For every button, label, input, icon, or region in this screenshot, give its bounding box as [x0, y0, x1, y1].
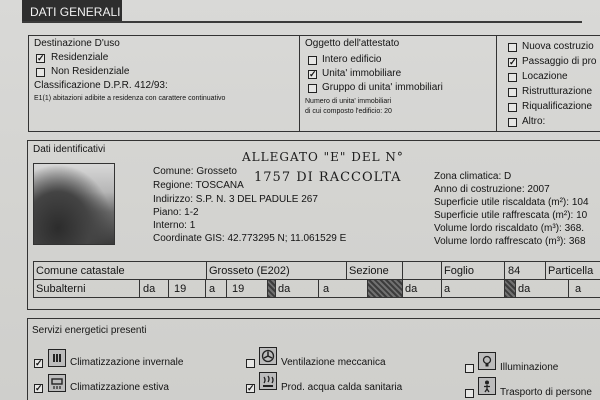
sub-da-value: 19 [174, 283, 187, 295]
servizi-heading: Servizi energetici presenti [32, 325, 147, 336]
ventilazione-label: Ventilazione meccanica [281, 357, 386, 368]
intero-edificio-label: Intero edificio [322, 54, 382, 65]
title-underline [22, 21, 582, 23]
fan-icon [259, 347, 277, 365]
elevator-icon [478, 377, 496, 395]
clim-estiva-checkbox[interactable]: ✓ [35, 383, 43, 393]
superficie-riscaldata-field: Superficie utile riscaldata (m²): 104 [434, 197, 589, 208]
volume-raffrescato-field: Volume lordo raffrescato (m³): 368 [434, 236, 586, 247]
trasporto-label: Trasporto di persone [500, 387, 592, 398]
non-residenziale-checkbox[interactable] [36, 68, 45, 77]
sub-a-3-label: a [444, 283, 451, 295]
particella-label: Particella [548, 265, 594, 277]
anno-costruzione-field: Anno di costruzione: 2007 [434, 184, 550, 195]
volume-riscaldato-field: Volume lordo riscaldato (m³): 368. [434, 223, 585, 234]
clim-estiva-label: Climatizzazione estiva [70, 382, 169, 393]
passaggio-proprieta-label: Passaggio di pro [522, 56, 597, 67]
intero-edificio-checkbox[interactable] [308, 56, 317, 65]
non-residenziale-label: Non Residenziale [51, 66, 130, 77]
comune-catastale-label: Comune catastale [36, 265, 125, 277]
comune-catastale-value: Grosseto (E202) [209, 265, 290, 277]
illuminazione-checkbox[interactable] [465, 364, 474, 373]
numero-unita-note-2: di cui composto l'edificio: 20 [305, 108, 392, 115]
interno-field: Interno: 1 [153, 220, 196, 231]
acs-label: Prod. acqua calda sanitaria [281, 382, 403, 393]
unita-immobiliare-checkbox[interactable]: ✓ [309, 69, 317, 79]
ventilazione-checkbox[interactable] [246, 359, 255, 368]
regione-field: Regione: TOSCANA [153, 180, 244, 191]
altro-checkbox[interactable] [508, 118, 517, 127]
oggetto-heading: Oggetto dell'attestato [305, 38, 400, 49]
radiator-icon [48, 349, 66, 367]
trasporto-checkbox[interactable] [465, 389, 474, 398]
foglio-value: 84 [508, 265, 521, 277]
handwritten-raccolta: 1757 DI RACCOLTA [254, 170, 402, 185]
passaggio-proprieta-checkbox[interactable]: ✓ [509, 57, 517, 67]
zona-climatica-field: Zona climatica: D [434, 171, 512, 182]
nuova-costruzione-label: Nuova costruzio [522, 41, 594, 52]
sub-a-3-cell [441, 279, 505, 298]
sub-da-2-label: da [278, 283, 291, 295]
acs-checkbox[interactable]: ✓ [247, 383, 255, 393]
sub-a-4-label: a [575, 283, 582, 295]
destinazione-heading: Destinazione D'uso [34, 38, 120, 49]
riqualificazione-checkbox[interactable] [508, 103, 517, 112]
classificazione-label: Classificazione D.P.R. 412/93: [34, 80, 168, 91]
destinazione-box [28, 35, 300, 132]
sub-shaded-cell-2 [367, 279, 403, 298]
water-heater-icon [259, 372, 277, 390]
residenziale-checkbox[interactable]: ✓ [37, 53, 45, 63]
illuminazione-label: Illuminazione [500, 362, 559, 373]
locazione-label: Locazione [522, 71, 568, 82]
sub-da-4-label: da [518, 283, 531, 295]
building-photo [33, 163, 115, 245]
unita-immobiliare-label: Unita' immobiliare [322, 68, 402, 79]
altro-label: Altro: [522, 116, 546, 127]
sezione-value-cell [402, 261, 442, 280]
gruppo-unita-checkbox[interactable] [308, 84, 317, 93]
classificazione-detail: E1(1) abitazioni adibite a residenza con carattere continuativo [34, 95, 226, 102]
clim-invernale-label: Climatizzazione invernale [70, 357, 184, 368]
ristrutturazione-checkbox[interactable] [508, 88, 517, 97]
residenziale-label: Residenziale [51, 52, 109, 63]
riqualificazione-label: Riqualificazione [522, 101, 593, 112]
sub-a-4-cell [568, 279, 600, 298]
coordinate-field: Coordinate GIS: 42.773295 N; 11.061529 E [153, 233, 347, 244]
identificativi-heading: Dati identificativi [33, 144, 106, 155]
locazione-checkbox[interactable] [508, 73, 517, 82]
nuova-costruzione-checkbox[interactable] [508, 43, 517, 52]
subalterni-label: Subalterni [36, 283, 86, 295]
handwritten-allegato: ALLEGATO "E" DEL N° [242, 150, 404, 164]
lightbulb-icon [478, 352, 496, 370]
sub-da-3-label: da [405, 283, 418, 295]
indirizzo-field: Indirizzo: S.P. N. 3 DEL PADULE 267 [153, 194, 318, 205]
gruppo-unita-label: Gruppo di unita' immobiliari [322, 82, 443, 93]
motivo-box [496, 35, 600, 132]
sub-a-2-label: a [323, 283, 330, 295]
air-conditioner-icon [48, 374, 66, 392]
sub-da-label: da [143, 283, 156, 295]
oggetto-box [299, 35, 497, 132]
ristrutturazione-label: Ristrutturazione [522, 86, 593, 97]
sub-a-label: a [209, 283, 216, 295]
clim-invernale-checkbox[interactable]: ✓ [35, 358, 43, 368]
comune-field: Comune: Grosseto [153, 166, 237, 177]
foglio-label: Foglio [444, 265, 474, 277]
superficie-raffrescata-field: Superficie utile raffrescata (m²): 10 [434, 210, 588, 221]
sub-a-value: 19 [232, 283, 245, 295]
piano-field: Piano: 1-2 [153, 207, 199, 218]
numero-unita-note-1: Numero di unita' immobiliari [305, 98, 392, 105]
section-title: DATI GENERALI [22, 0, 122, 22]
sezione-label: Sezione [349, 265, 389, 277]
